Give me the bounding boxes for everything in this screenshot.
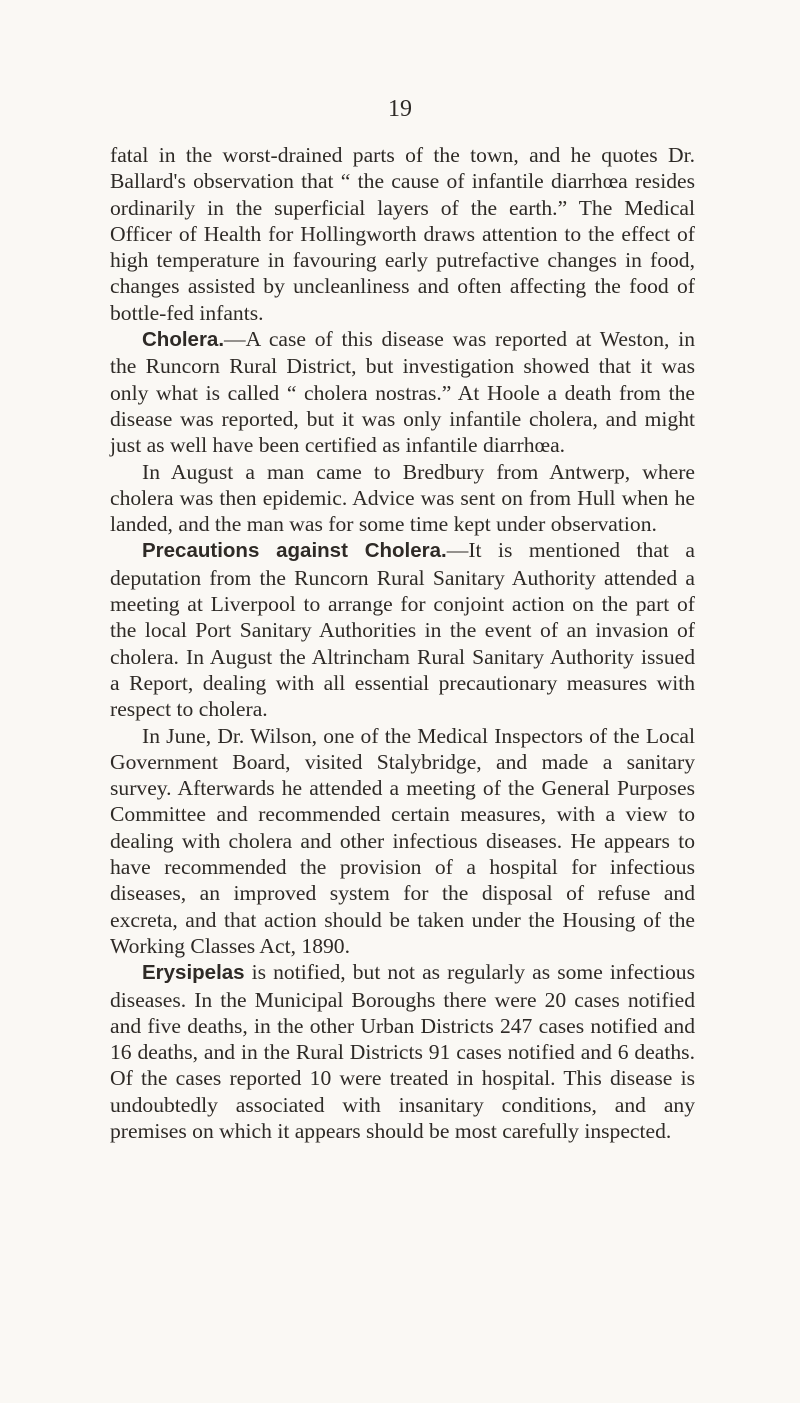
page-number: 19 bbox=[388, 96, 412, 122]
paragraph-erysipelas-text: is notified, but not as regularly as some infectious diseases. In the Municipal Boroughs there were 20 cases notified and five deaths, in the other Urban Districts 247 cases notified and 16 deaths, and in the Rural Districts 91 cases notified and 6 deaths. Of the cases reported 10 were treated in hospital. This disease is undoubtedly associated with insanitary conditions, and any premises on which it appears should be most carefully inspected. bbox=[110, 960, 695, 1143]
paragraph-infantile-diarrhoea: fatal in the worst-drained parts of the town, and he quotes Dr. Ballard's observation that “ the cause of infantile diarrhœa resides ordinarily in the superficial layers of the earth.” The Medical Officer of Health for Hollingworth draws attention to the effect of high temperature in favouring early putrefactive changes in food, changes assisted by uncleanliness and often affecting the food of bottle-fed infants. bbox=[110, 143, 695, 325]
section-heading-precautions: Precautions against Cholera. bbox=[142, 539, 447, 563]
paragraph-precautions-text: —It is mentioned that a deputation from the Runcorn Rural Sanitary Authority attended a meeting at Liverpool to arrange for conjoint action on the part of the local Port Sanitary Authorities in the event of an invasion of cholera. In August the Altrincham Rural Sanitary Authority issued a Report, dealing with all essential precautionary measures with respect to cholera. bbox=[110, 538, 695, 722]
section-heading-erysipelas: Erysipelas bbox=[142, 961, 245, 985]
paragraph-erysipelas bbox=[110, 959, 695, 1144]
paragraph-cholera bbox=[110, 326, 695, 458]
paragraph-stalybridge: In June, Dr. Wilson, one of the Medical Inspectors of the Local Government Board, visited Stalybridge, and made a sanitary survey. Afterwards he attended a meeting of the General Purposes Committee and recommended certain measures, with a view to dealing with cholera and other infectious diseases. He appears to have recommended the provision of a hospital for infectious diseases, an improved system for the disposal of refuse and excreta, and that action should be taken under the Housing of the Working Classes Act, 1890. bbox=[110, 723, 695, 958]
body-text bbox=[110, 142, 695, 1144]
paragraph-cholera-text: —A case of this disease was reported at Weston, in the Runcorn Rural District, but investigation showed that it was only what is called “ cholera nostras.” At Hoole a death from the disease was reported, but it was only infantile cholera, and might just as well have been certified as infantile diarrhœa. bbox=[110, 327, 695, 458]
section-heading-cholera: Cholera. bbox=[142, 328, 225, 352]
paragraph-precautions bbox=[110, 537, 695, 722]
paragraph-bredbury: In August a man came to Bredbury from Antwerp, where cholera was then epidemic. Advice was sent on from Hull when he landed, and the man was for some time kept under observation. bbox=[110, 459, 695, 537]
